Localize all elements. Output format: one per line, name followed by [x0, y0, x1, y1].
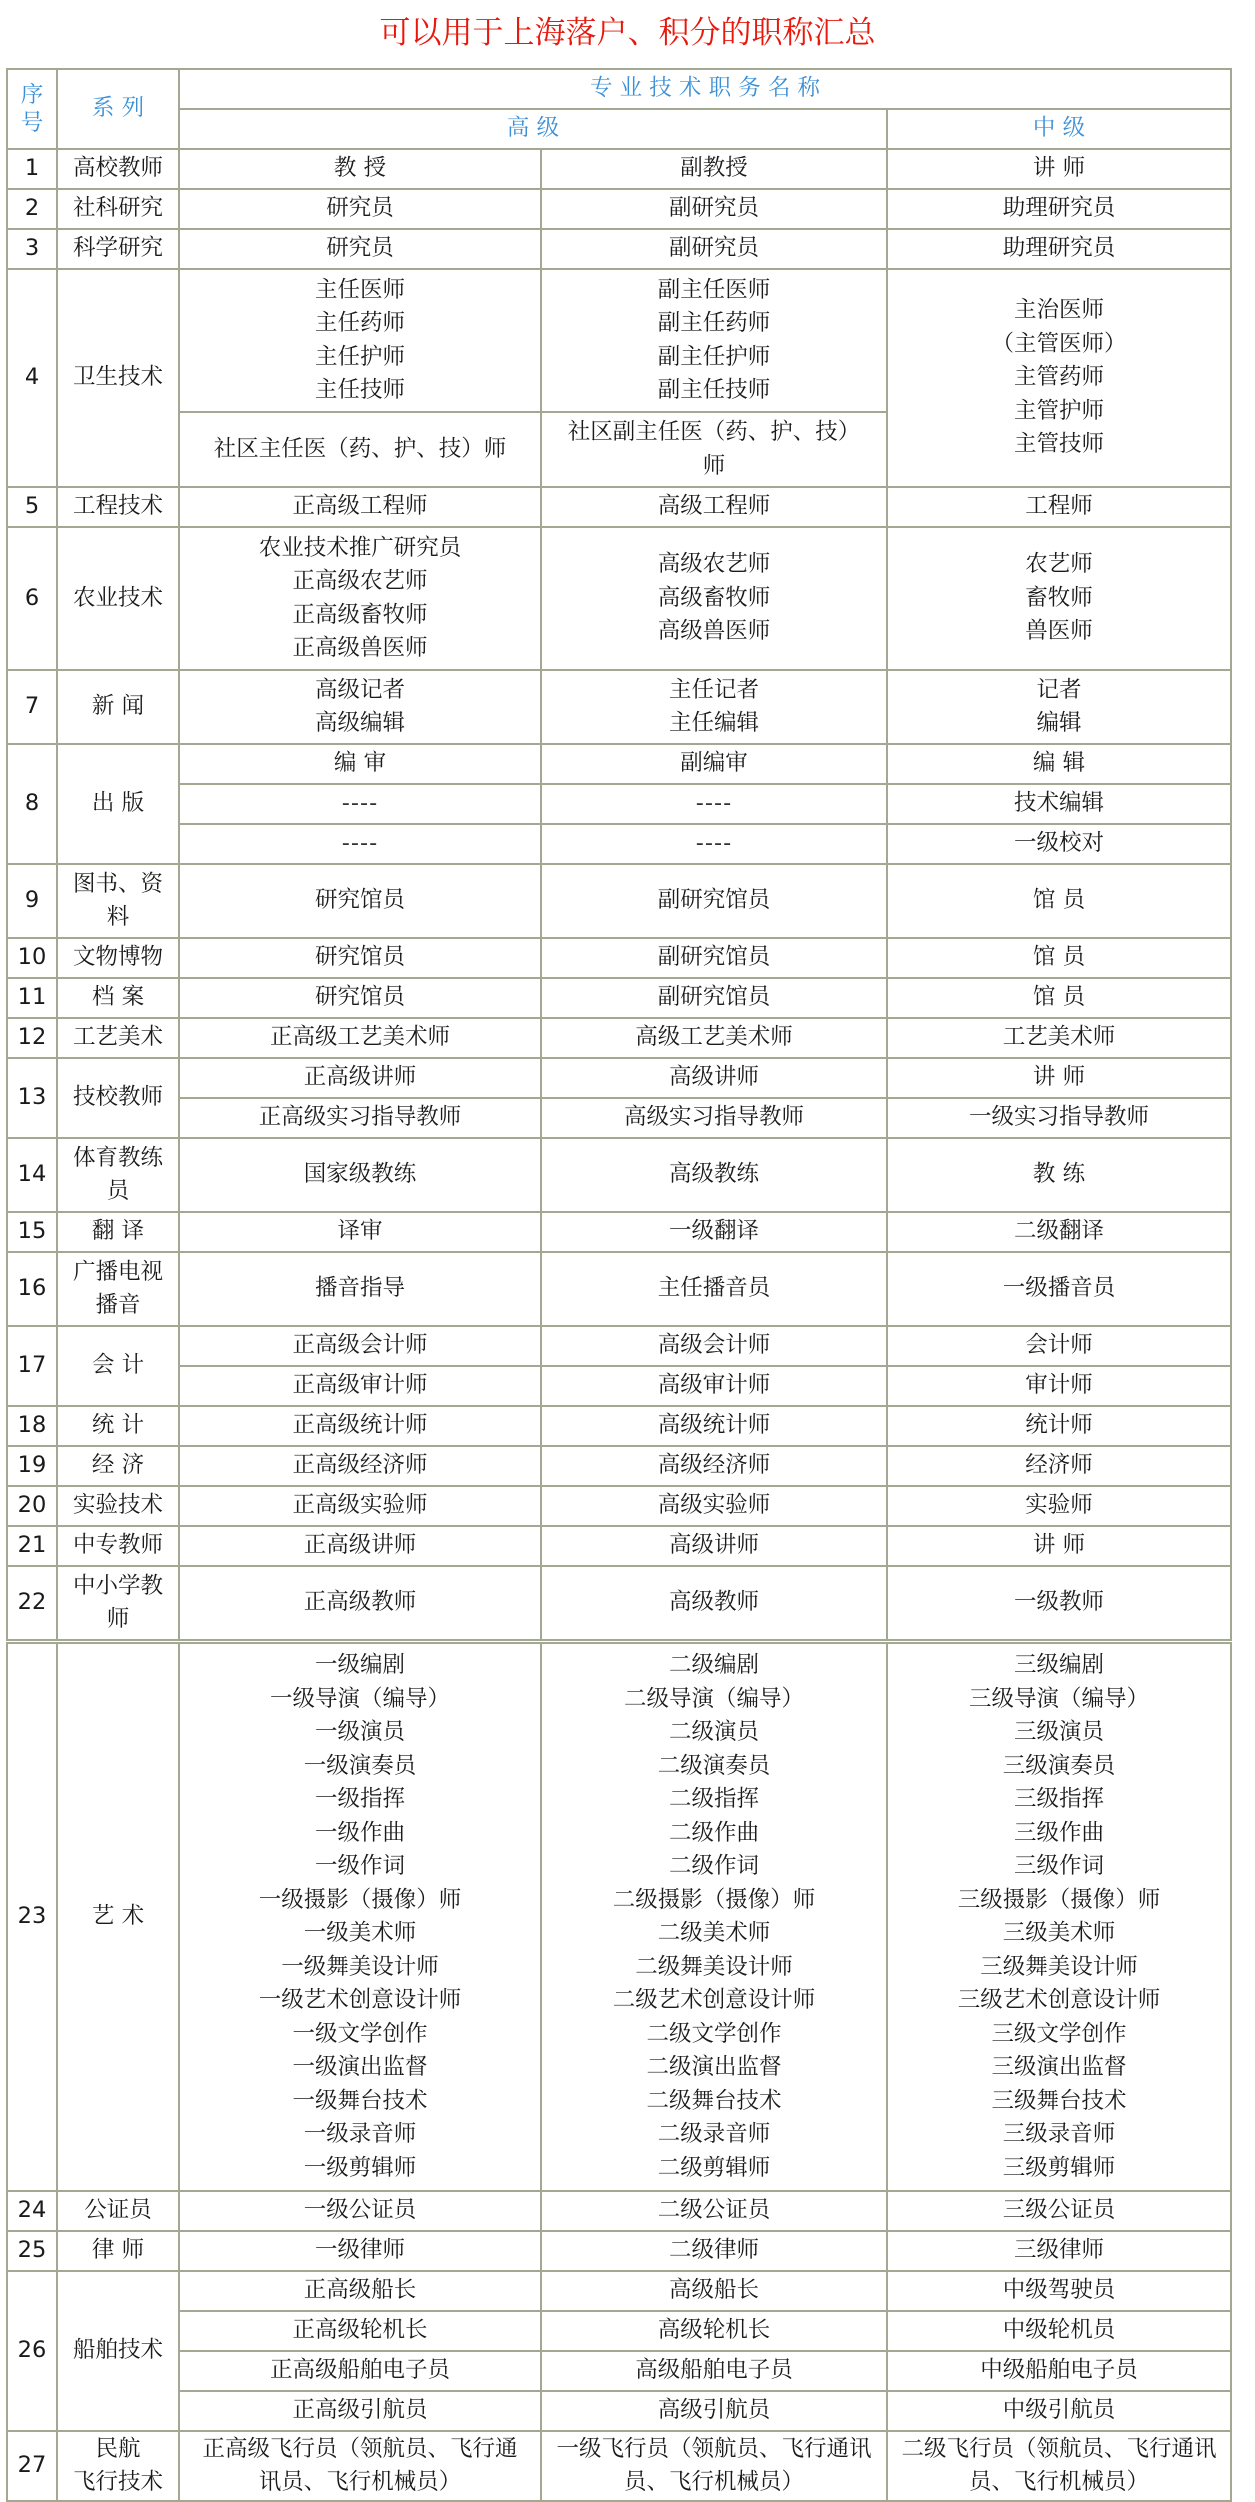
row-series: 统 计 — [57, 1406, 179, 1446]
senior-title-b: 一级飞行员（领航员、飞行通讯 员、飞行机械员） — [541, 2431, 887, 2501]
senior-title-a: 正高级工艺美术师 — [179, 1018, 541, 1058]
middle-title: 中级驾驶员 — [887, 2271, 1231, 2311]
senior-title-b: 高级经济师 — [541, 1446, 887, 1486]
senior-title-b: 高级工程师 — [541, 487, 887, 527]
row-series: 新 闻 — [57, 670, 179, 744]
senior-title-b: 高级教师 — [541, 1566, 887, 1640]
middle-title: 一级教师 — [887, 1566, 1231, 1640]
senior-title-a: 社区主任医（药、护、技）师 — [179, 412, 541, 487]
senior-title-b: ---- — [541, 824, 887, 864]
senior-title-a: 一级编剧 一级导演（编导） 一级演员 一级演奏员 一级指挥 一级作曲 一级作词 一级摄影（摄像）师 一级美术师 一级舞美设计师 一级艺术创意设计师 一级文学创作 一级演出监督 一级舞台技术 一级录音师 一级剪辑师 — [179, 1643, 541, 2191]
senior-title-a: 研究馆员 — [179, 864, 541, 938]
senior-title-b: 二级编剧 二级导演（编导） 二级演员 二级演奏员 二级指挥 二级作曲 二级作词 二级摄影（摄像）师 二级美术师 二级舞美设计师 二级艺术创意设计师 二级文学创作 二级演出监督 二级舞台技术 二级录音师 二级剪辑师 — [541, 1643, 887, 2191]
senior-title-b: 副主任医师 副主任药师 副主任护师 副主任技师 — [541, 269, 887, 412]
row-series: 技校教师 — [57, 1058, 179, 1138]
row-no: 4 — [7, 269, 57, 487]
row-series: 实验技术 — [57, 1486, 179, 1526]
header-group: 专 业 技 术 职 务 名 称 — [179, 69, 1231, 109]
senior-title-b: 副教授 — [541, 149, 887, 189]
senior-title-a: 正高级教师 — [179, 1566, 541, 1640]
middle-title: 统计师 — [887, 1406, 1231, 1446]
row-no: 24 — [7, 2191, 57, 2231]
row-no: 13 — [7, 1058, 57, 1138]
senior-title-b: 高级农艺师 高级畜牧师 高级兽医师 — [541, 527, 887, 670]
middle-title: 助理研究员 — [887, 189, 1231, 229]
table-row — [7, 527, 1231, 670]
table-row — [7, 1366, 1231, 1406]
table-row — [7, 744, 1231, 784]
row-series: 民航 飞行技术 — [57, 2431, 179, 2501]
middle-title: 教 练 — [887, 1138, 1231, 1212]
row-no: 20 — [7, 1486, 57, 1526]
senior-title-a: 译审 — [179, 1212, 541, 1252]
middle-title: 三级编剧 三级导演（编导） 三级演员 三级演奏员 三级指挥 三级作曲 三级作词 三级摄影（摄像）师 三级美术师 三级舞美设计师 三级艺术创意设计师 三级文学创作 三级演出监督 三级舞台技术 三级录音师 三级剪辑师 — [887, 1643, 1231, 2191]
row-no: 5 — [7, 487, 57, 527]
middle-title: 技术编辑 — [887, 784, 1231, 824]
senior-title-b: 二级公证员 — [541, 2191, 887, 2231]
middle-title: 馆 员 — [887, 864, 1231, 938]
middle-title: 二级飞行员（领航员、飞行通讯 员、飞行机械员） — [887, 2431, 1231, 2501]
row-series: 卫生技术 — [57, 269, 179, 487]
row-series: 文物博物 — [57, 938, 179, 978]
table-row — [7, 824, 1231, 864]
senior-title-a: 研究馆员 — [179, 938, 541, 978]
senior-title-b: 高级统计师 — [541, 1406, 887, 1446]
middle-title: 实验师 — [887, 1486, 1231, 1526]
titles-table-part2 — [6, 1642, 1232, 2502]
table-row — [7, 1526, 1231, 1566]
table-row — [7, 978, 1231, 1018]
table-row — [7, 1486, 1231, 1526]
row-series: 图书、资 料 — [57, 864, 179, 938]
middle-title: 三级公证员 — [887, 2191, 1231, 2231]
senior-title-b: 高级实验师 — [541, 1486, 887, 1526]
senior-title-b: 主任播音员 — [541, 1252, 887, 1326]
row-series: 经 济 — [57, 1446, 179, 1486]
senior-title-a: 编 审 — [179, 744, 541, 784]
senior-title-b: 高级讲师 — [541, 1526, 887, 1566]
table-row — [7, 864, 1231, 938]
middle-title: 一级播音员 — [887, 1252, 1231, 1326]
senior-title-a: 高级记者 高级编辑 — [179, 670, 541, 744]
middle-title: 三级律师 — [887, 2231, 1231, 2271]
senior-title-b: 副研究员 — [541, 229, 887, 269]
table-row — [7, 2351, 1231, 2391]
senior-title-b: 一级翻译 — [541, 1212, 887, 1252]
senior-title-b: 副研究馆员 — [541, 978, 887, 1018]
row-no: 11 — [7, 978, 57, 1018]
table-row — [7, 2191, 1231, 2231]
senior-title-b: 高级引航员 — [541, 2391, 887, 2431]
row-no: 6 — [7, 527, 57, 670]
middle-title: 会计师 — [887, 1326, 1231, 1366]
table-row — [7, 1098, 1231, 1138]
row-no: 1 — [7, 149, 57, 189]
senior-title-a: 正高级实习指导教师 — [179, 1098, 541, 1138]
senior-title-a: 主任医师 主任药师 主任护师 主任技师 — [179, 269, 541, 412]
row-series: 科学研究 — [57, 229, 179, 269]
row-no: 8 — [7, 744, 57, 864]
table-row — [7, 2311, 1231, 2351]
table-row — [7, 1643, 1231, 2191]
table-row — [7, 784, 1231, 824]
header-series: 系 列 — [57, 69, 179, 149]
row-series: 农业技术 — [57, 527, 179, 670]
senior-title-b: 高级船舶电子员 — [541, 2351, 887, 2391]
senior-title-a: 正高级讲师 — [179, 1526, 541, 1566]
senior-title-b: 副研究员 — [541, 189, 887, 229]
row-series: 社科研究 — [57, 189, 179, 229]
senior-title-a: 正高级船舶电子员 — [179, 2351, 541, 2391]
middle-title: 讲 师 — [887, 1058, 1231, 1098]
senior-title-a: 正高级经济师 — [179, 1446, 541, 1486]
senior-title-a: 正高级统计师 — [179, 1406, 541, 1446]
senior-title-a: 农业技术推广研究员 正高级农艺师 正高级畜牧师 正高级兽医师 — [179, 527, 541, 670]
row-no: 15 — [7, 1212, 57, 1252]
table-row — [7, 1326, 1231, 1366]
middle-title: 工程师 — [887, 487, 1231, 527]
table-row — [7, 2231, 1231, 2271]
senior-title-a: 正高级引航员 — [179, 2391, 541, 2431]
table-row — [7, 1446, 1231, 1486]
table-row — [7, 1138, 1231, 1212]
middle-title: 助理研究员 — [887, 229, 1231, 269]
middle-title: 审计师 — [887, 1366, 1231, 1406]
header-middle: 中 级 — [887, 109, 1231, 149]
senior-title-a: 正高级飞行员（领航员、飞行通 讯员、飞行机械员） — [179, 2431, 541, 2501]
row-series: 高校教师 — [57, 149, 179, 189]
table-row — [7, 2431, 1231, 2501]
table-row — [7, 189, 1231, 229]
senior-title-b: 二级律师 — [541, 2231, 887, 2271]
row-series: 律 师 — [57, 2231, 179, 2271]
row-no: 9 — [7, 864, 57, 938]
senior-title-b: 高级实习指导教师 — [541, 1098, 887, 1138]
row-no: 23 — [7, 1643, 57, 2191]
header-no: 序号 — [7, 69, 57, 149]
senior-title-a: 一级公证员 — [179, 2191, 541, 2231]
senior-title-b: 高级会计师 — [541, 1326, 887, 1366]
row-series: 工程技术 — [57, 487, 179, 527]
senior-title-a: ---- — [179, 824, 541, 864]
titles-table-part1 — [6, 68, 1232, 1641]
table-row — [7, 1406, 1231, 1446]
middle-title: 二级翻译 — [887, 1212, 1231, 1252]
senior-title-a: 正高级工程师 — [179, 487, 541, 527]
senior-title-a: 正高级会计师 — [179, 1326, 541, 1366]
row-no: 14 — [7, 1138, 57, 1212]
senior-title-a: 教 授 — [179, 149, 541, 189]
row-no: 25 — [7, 2231, 57, 2271]
row-series: 中专教师 — [57, 1526, 179, 1566]
senior-title-a: 一级律师 — [179, 2231, 541, 2271]
table-row — [7, 938, 1231, 978]
row-no: 7 — [7, 670, 57, 744]
senior-title-b: 副编审 — [541, 744, 887, 784]
senior-title-a: 正高级实验师 — [179, 1486, 541, 1526]
middle-title: 记者 编辑 — [887, 670, 1231, 744]
senior-title-a: ---- — [179, 784, 541, 824]
header-senior: 高 级 — [179, 109, 887, 149]
row-series: 艺 术 — [57, 1643, 179, 2191]
row-series: 广播电视 播音 — [57, 1252, 179, 1326]
middle-title: 馆 员 — [887, 978, 1231, 1018]
senior-title-a: 国家级教练 — [179, 1138, 541, 1212]
table-row — [7, 269, 1231, 412]
senior-title-b: 主任记者 主任编辑 — [541, 670, 887, 744]
row-series: 翻 译 — [57, 1212, 179, 1252]
middle-title: 馆 员 — [887, 938, 1231, 978]
middle-title: 经济师 — [887, 1446, 1231, 1486]
table-row — [7, 1018, 1231, 1058]
row-no: 16 — [7, 1252, 57, 1326]
row-series: 船舶技术 — [57, 2271, 179, 2431]
middle-title: 讲 师 — [887, 1526, 1231, 1566]
senior-title-a: 正高级船长 — [179, 2271, 541, 2311]
senior-title-b: 社区副主任医（药、护、技） 师 — [541, 412, 887, 487]
table-row — [7, 487, 1231, 527]
row-series: 档 案 — [57, 978, 179, 1018]
row-no: 26 — [7, 2271, 57, 2431]
table-row — [7, 1212, 1231, 1252]
row-no: 10 — [7, 938, 57, 978]
senior-title-a: 正高级讲师 — [179, 1058, 541, 1098]
senior-title-a: 正高级审计师 — [179, 1366, 541, 1406]
table-row — [7, 229, 1231, 269]
table-row — [7, 2271, 1231, 2311]
middle-title: 中级轮机员 — [887, 2311, 1231, 2351]
senior-title-b: 副研究馆员 — [541, 938, 887, 978]
table-row — [7, 1566, 1231, 1640]
row-series: 体育教练 员 — [57, 1138, 179, 1212]
middle-title: 中级引航员 — [887, 2391, 1231, 2431]
table-row — [7, 1058, 1231, 1098]
table-row — [7, 670, 1231, 744]
row-no: 22 — [7, 1566, 57, 1640]
row-no: 21 — [7, 1526, 57, 1566]
middle-title: 农艺师 畜牧师 兽医师 — [887, 527, 1231, 670]
row-no: 17 — [7, 1326, 57, 1406]
senior-title-a: 播音指导 — [179, 1252, 541, 1326]
row-series: 出 版 — [57, 744, 179, 864]
row-no: 12 — [7, 1018, 57, 1058]
senior-title-b: 高级教练 — [541, 1138, 887, 1212]
row-no: 27 — [7, 2431, 57, 2501]
middle-title: 编 辑 — [887, 744, 1231, 784]
senior-title-b: 高级讲师 — [541, 1058, 887, 1098]
middle-title: 主治医师 （主管医师） 主管药师 主管护师 主管技师 — [887, 269, 1231, 487]
middle-title: 工艺美术师 — [887, 1018, 1231, 1058]
row-no: 3 — [7, 229, 57, 269]
page-title: 可以用于上海落户、积分的职称汇总 — [379, 15, 876, 51]
table-row — [7, 2391, 1231, 2431]
row-series: 公证员 — [57, 2191, 179, 2231]
row-series: 中小学教 师 — [57, 1566, 179, 1640]
table-row — [7, 149, 1231, 189]
row-no: 2 — [7, 189, 57, 229]
senior-title-b: 副研究馆员 — [541, 864, 887, 938]
row-series: 工艺美术 — [57, 1018, 179, 1058]
senior-title-b: 高级船长 — [541, 2271, 887, 2311]
middle-title: 一级实习指导教师 — [887, 1098, 1231, 1138]
row-no: 19 — [7, 1446, 57, 1486]
senior-title-a: 正高级轮机长 — [179, 2311, 541, 2351]
row-series: 会 计 — [57, 1326, 179, 1406]
row-no: 18 — [7, 1406, 57, 1446]
senior-title-a: 研究馆员 — [179, 978, 541, 1018]
middle-title: 一级校对 — [887, 824, 1231, 864]
senior-title-a: 研究员 — [179, 189, 541, 229]
senior-title-b: 高级轮机长 — [541, 2311, 887, 2351]
senior-title-b: 高级审计师 — [541, 1366, 887, 1406]
middle-title: 讲 师 — [887, 149, 1231, 189]
middle-title: 中级船舶电子员 — [887, 2351, 1231, 2391]
table-row — [7, 1252, 1231, 1326]
senior-title-b: ---- — [541, 784, 887, 824]
senior-title-b: 高级工艺美术师 — [541, 1018, 887, 1058]
senior-title-a: 研究员 — [179, 229, 541, 269]
